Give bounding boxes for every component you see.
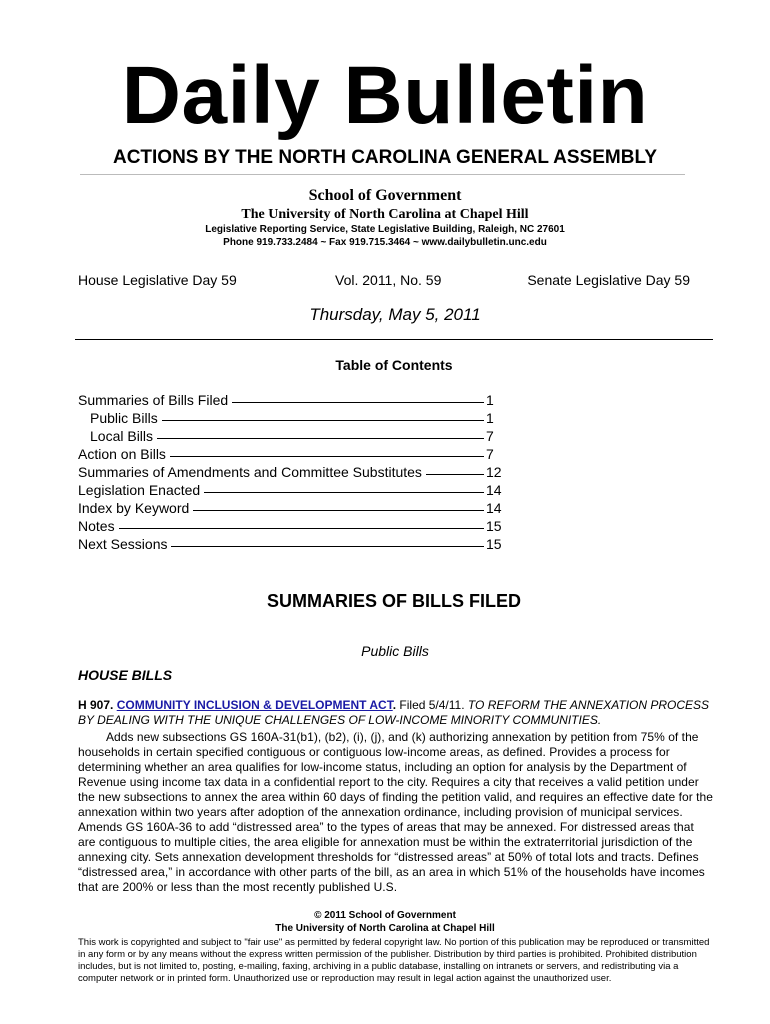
toc-item[interactable] bbox=[78, 463, 508, 481]
toc-item[interactable] bbox=[78, 409, 508, 427]
toc-leader bbox=[170, 456, 484, 457]
toc-item-label: Action on Bills bbox=[78, 446, 166, 462]
toc-leader bbox=[426, 474, 484, 475]
toc-leader bbox=[193, 510, 484, 511]
publisher-address: Legislative Reporting Service, State Legislative Building, Raleigh, NC 27601 bbox=[205, 224, 565, 235]
section-title: SUMMARIES OF BILLS FILED bbox=[267, 591, 521, 611]
bill-filed-date: Filed 5/4/11. bbox=[399, 698, 465, 712]
toc-item-label: Public Bills bbox=[90, 410, 158, 426]
toc-leader bbox=[157, 438, 484, 439]
publisher-university: The University of North Carolina at Chapel Hill bbox=[241, 207, 529, 222]
toc-item-label: Index by Keyword bbox=[78, 500, 190, 516]
toc-item-page: 12 bbox=[486, 464, 502, 480]
footer-university: The University of North Carolina at Chapel Hill bbox=[275, 923, 495, 934]
toc-item-label: Legislation Enacted bbox=[78, 482, 201, 498]
toc-leader bbox=[162, 420, 484, 421]
toc-item-label: Next Sessions bbox=[78, 536, 168, 552]
masthead-divider bbox=[80, 174, 685, 175]
toc-item-page: 1 bbox=[486, 410, 494, 426]
toc-item-page: 7 bbox=[486, 428, 494, 444]
header-divider bbox=[75, 339, 713, 340]
toc-leader bbox=[204, 492, 484, 493]
footer-notice: This work is copyrighted and subject to "fair use" as permitted by federal copyright law. No portion of this publication may be reproduced or transmitted in any form or by any means without the express written permission of the publisher. Distribution by third parties is prohibited. Prohibited distribution includes, but is not limited to, posting, e-mailing, faxing, archiving in a public database, installing on intranets or servers, and redistributing via a computer network or in printed form. Unauthorized use or reproduction may result in legal action against the unauthorized user. bbox=[78, 937, 710, 984]
bill-heading: H 907. COMMUNITY INCLUSION & DEVELOPMENT ACT. Filed 5/4/11. TO REFORM THE ANNEXATION PROCESS BY DEALING WITH THE UNIQUE CHALLENGES OF LOW-INCOME MINORITY COMMUNITIES. bbox=[78, 698, 710, 727]
senate-legislative-day: Senate Legislative Day 59 bbox=[527, 272, 690, 288]
toc-item[interactable] bbox=[78, 481, 508, 499]
toc-item-page: 1 bbox=[486, 392, 494, 408]
toc-item[interactable] bbox=[78, 427, 508, 445]
toc-item-page: 14 bbox=[486, 482, 502, 498]
toc-leader bbox=[232, 402, 484, 403]
section-subtitle: Public Bills bbox=[361, 643, 429, 659]
table-of-contents bbox=[78, 391, 508, 553]
toc-item-page: 15 bbox=[486, 536, 502, 552]
toc-title: Table of Contents bbox=[335, 357, 453, 373]
toc-item-label: Notes bbox=[78, 518, 115, 534]
toc-item[interactable] bbox=[78, 499, 508, 517]
bill-number: H 907. bbox=[78, 698, 114, 712]
toc-leader bbox=[171, 546, 484, 547]
toc-item[interactable] bbox=[78, 517, 508, 535]
bill-title-link[interactable]: COMMUNITY INCLUSION & DEVELOPMENT ACT bbox=[116, 698, 393, 712]
masthead-title: Daily Bulletin bbox=[121, 50, 649, 141]
issue-date: Thursday, May 5, 2011 bbox=[309, 305, 481, 324]
toc-item-page: 15 bbox=[486, 518, 502, 534]
house-legislative-day: House Legislative Day 59 bbox=[78, 272, 237, 288]
masthead-subtitle: ACTIONS BY THE NORTH CAROLINA GENERAL ASSEMBLY bbox=[112, 147, 657, 168]
issue-volume: Vol. 2011, No. 59 bbox=[335, 272, 442, 288]
toc-item-label: Summaries of Amendments and Committee Substitutes bbox=[78, 464, 422, 480]
toc-item[interactable] bbox=[78, 391, 508, 409]
toc-leader bbox=[119, 528, 484, 529]
issue-info-row bbox=[78, 270, 690, 290]
toc-item-label: Summaries of Bills Filed bbox=[78, 392, 229, 408]
toc-item-label: Local Bills bbox=[90, 428, 154, 444]
bill-summary: Adds new subsections GS 160A-31(b1), (b2), (i), (j), and (k) authorizing annexation by petition from 75% of the households in certain specified contiguous or contiguous low-income areas, as defined. Provides a process for determining whether an area qualifies for low-income status, including an option for analysis by the Department of Revenue using income tax data in a confidential report to the city. Requires a city that receives a valid petition under the new subsections to annex the area within 60 days of finding the petition valid, and requires an effective date for the annexation within two years after adoption of the annexation ordinance, including provision of municipal services. Amends GS 160A-36 to add “distressed area” to the types of areas that may be annexed. For distressed areas that are contiguous to multiple cities, the area eligible for annexation must be within the extraterritorial jurisdiction of the annexing city. Sets annexation development thresholds for “distressed areas” at 50% of total lots and tracts. Defines “distressed area,” in accordance with other parts of the bill, as an area in which 51% of the households have incomes that are 200% or less than the most recently published U.S. bbox=[78, 730, 713, 894]
publisher-org: School of Government bbox=[308, 187, 462, 204]
publisher-contact: Phone 919.733.2484 ~ Fax 919.715.3464 ~ www.dailybulletin.unc.edu bbox=[223, 237, 547, 248]
bill-purpose: TO REFORM THE ANNEXATION PROCESS BY DEALING WITH THE UNIQUE CHALLENGES OF LOW-INCOME MINORITY COMMUNITIES. bbox=[78, 698, 710, 727]
footer-copyright: © 2011 School of Government bbox=[314, 910, 456, 921]
chamber-heading: HOUSE BILLS bbox=[78, 667, 173, 683]
toc-item[interactable] bbox=[78, 445, 508, 463]
toc-item[interactable] bbox=[78, 535, 508, 553]
toc-item-page: 14 bbox=[486, 500, 502, 516]
toc-item-page: 7 bbox=[486, 446, 494, 462]
